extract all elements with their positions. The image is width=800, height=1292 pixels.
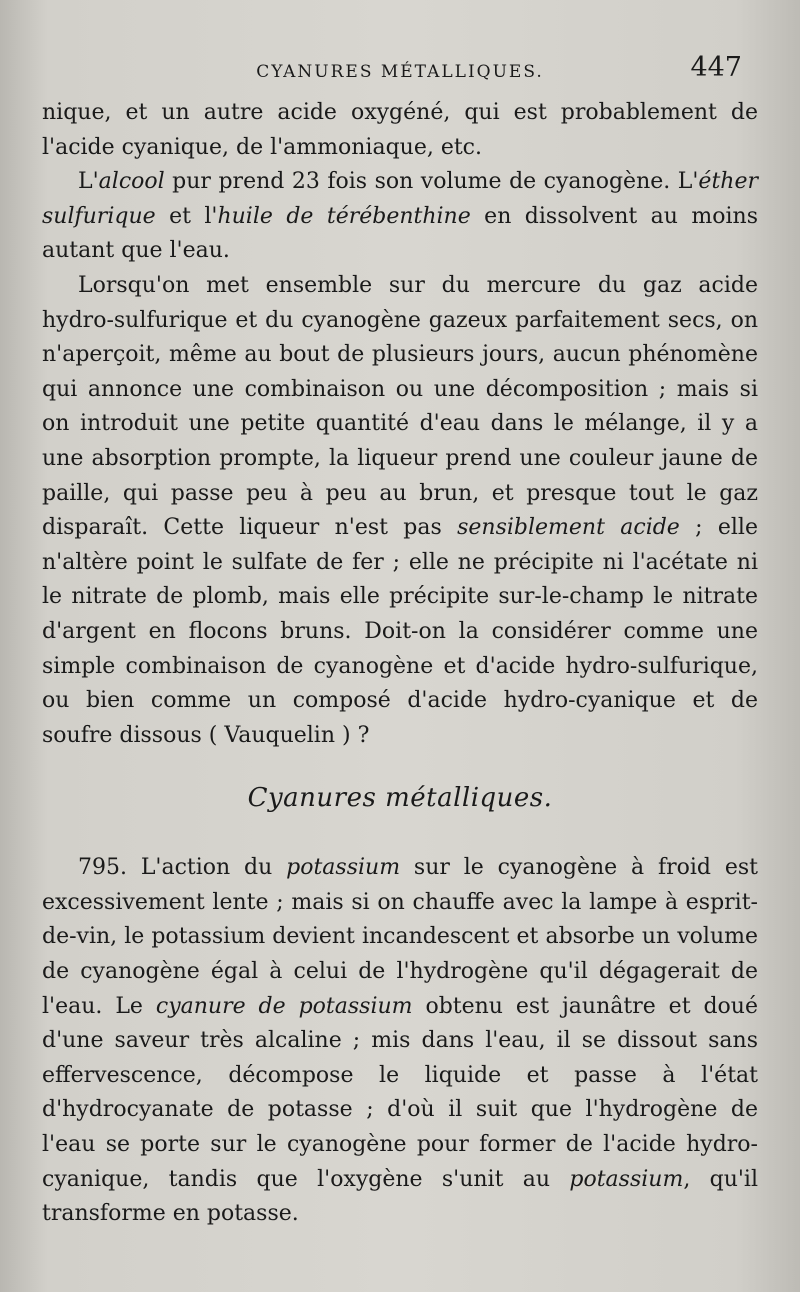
text-run: Lorsqu'on met ensemble sur du mercure du gaz acide hydro-sulfurique et du cyanogène gazeux parfaitement secs, on n'aperçoit, même au bout de plusieurs jours, aucun phénomène qui annonce une combinaison ou une décomposition ; mais si on introduit une petite quantité d'eau dans le mélange, il y a une absorption prompte, la liqueur prend une couleur jaune de paille, qui passe peu à peu au brun, et presque tout le gaz disparaît. Cette liqueur n'est pas [42,272,758,541]
paragraph-continuation: nique, et un autre acide oxygéné, qui est probablement de l'acide cyanique, de l'ammoniaque, etc. [42,100,758,160]
paragraph-hydro-sulfurique [42,269,758,753]
text-run: obtenu est jaunâtre et doué d'une saveur très alcaline ; mis dans l'eau, il se dissout sans effervescence, décompose le liquide et passe à l'état d'hydrocyanate de potasse ; d'où il suit que l'hydrogène de l'eau se porte sur le cyanogène pour former de l'acide hydro-cyanique, tandis que l'oxygène s'unit au [42,993,758,1192]
text-run: en dissolvent au moins autant que l'eau. [42,203,758,264]
page-header [42,52,758,96]
section-title: Cyanures métalliques. [247,783,553,814]
text-run: , qu'il transforme en potasse. [42,1166,758,1227]
paragraph-alcool [42,165,758,269]
italic-term-sensiblement-acide: sensiblement acide [457,515,680,541]
italic-term-cyanure: cyanure de potassium [155,993,413,1019]
italic-term-potassium: potassium [569,1166,684,1192]
text-run: sur le cyanogène à froid est excessivement lente ; mais si on chauffe avec la lampe à esprit-de-vin, le potassium devient incandescent et absorbe un volume de cyanogène égal à celui de l'hydrogène qu'il dégagerait de l'eau. Le [42,855,758,1019]
text-run: 795. L'action du [78,855,287,881]
body-text [42,96,758,1232]
italic-term-potassium: potassium [286,855,401,881]
page-number: 447 [690,52,742,83]
italic-term-alcool: alcool [98,169,165,195]
italic-term-ether: éther sulfurique [42,169,758,229]
running-head: CYANURES MÉTALLIQUES. [256,62,544,82]
text-run: et l' [155,203,218,229]
text-run: L' [78,169,99,195]
paragraph-795 [42,851,758,1232]
italic-term-huile: huile de térébenthine [217,203,471,229]
text-run: ; elle n'altère point le sulfate de fer ; elle ne précipite ni l'acétate ni le nitrate de plomb, mais elle précipite sur-le-champ le nitrate d'argent en flocons bruns. Doit-on la considérer comme une simple combinaison de cyanogène et d'acide hydro-sulfurique, ou bien comme un composé d'acide hydro-cyanique et de soufre dissous ( Vauquelin ) ? [42,515,758,748]
text-run: pur prend 23 fois son volume de cyanogène. L' [164,169,699,195]
